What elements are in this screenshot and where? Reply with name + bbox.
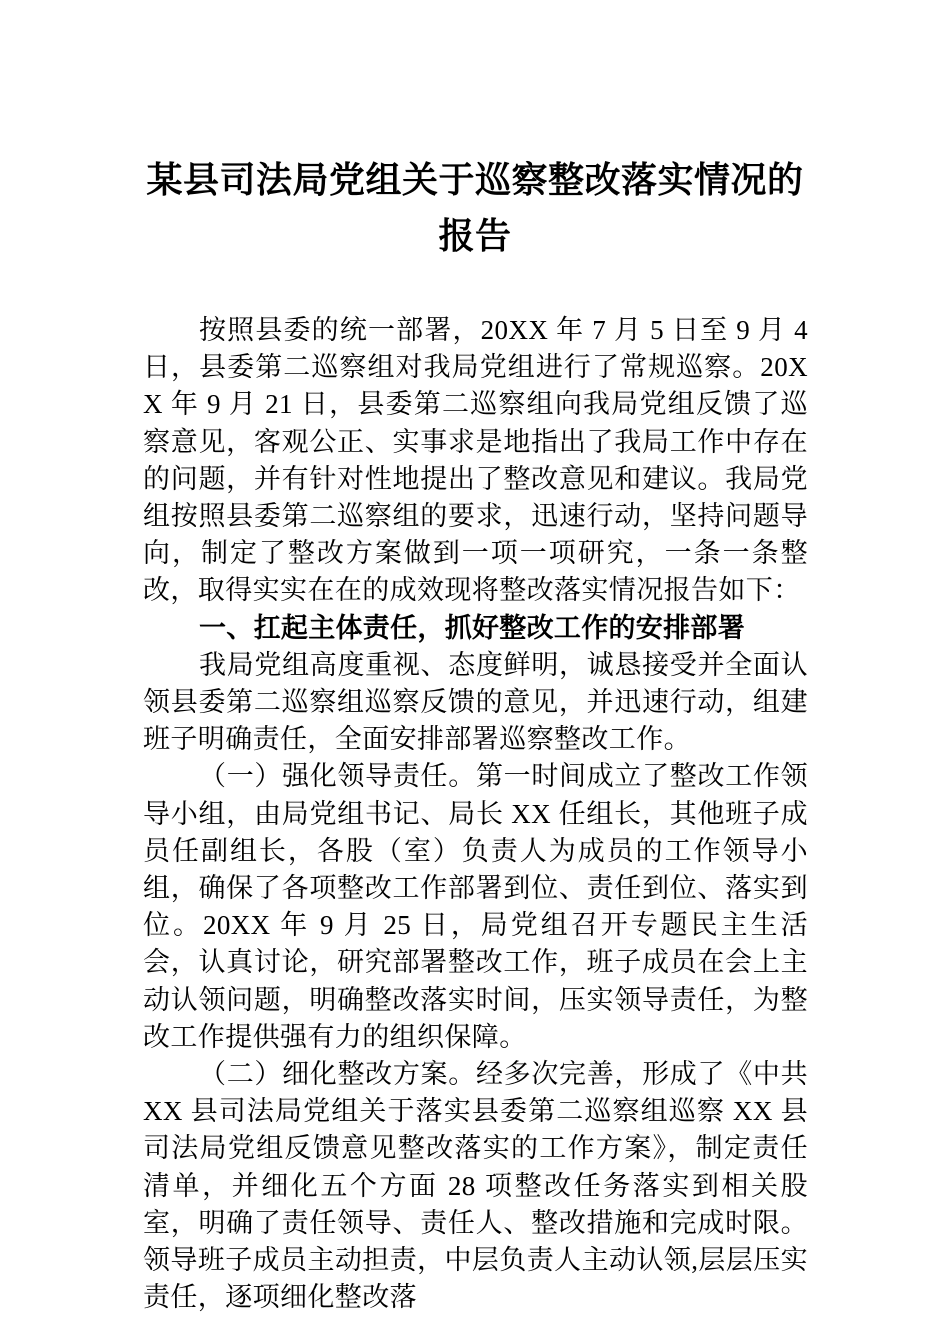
- document-body: [143, 312, 808, 1316]
- subsection-1-paragraph: （一）强化领导责任。第一时间成立了整改工作领导小组，由局党组书记、局长 XX 任组长，其他班子成员任副组长，各股（室）负责人为成员的工作领导小组，确保了各项整改工作部署到位、责任到位、落实到位。20XX 年 9 月 25 日，局党组召开专题民主生活会，认真讨论，研究部署整改工作，班子成员在会上主动认领问题，明确整改落实时间，压实领导责任，为整改工作提供强有力的组织保障。: [143, 761, 808, 1052]
- document-title-line-2: 报告: [438, 216, 512, 256]
- intro-paragraph: 按照县委的统一部署，20XX 年 7 月 5 日至 9 月 4 日，县委第二巡察组对我局党组进行了常规巡察。20XX 年 9 月 21 日，县委第二巡察组向我局党组反馈了巡察意见，客观公正、实事求是地指出了我局工作中存在的问题，并有针对性地提出了整改意见和建议。我局党组按照县委第二巡察组的要求，迅速行动，坚持问题导向，制定了整改方案做到一项一项研究，一条一条整改，取得实实在在的成效现将整改落实情况报告如下：: [143, 315, 808, 606]
- document-title: [143, 152, 807, 264]
- section-heading-1: 一、扛起主体责任，抓好整改工作的安排部署: [199, 612, 745, 643]
- document-title-line-1: 某县司法局党组关于巡察整改落实情况的: [146, 160, 804, 200]
- section-1-lead-paragraph: 我局党组高度重视、态度鲜明，诚恳接受并全面认领县委第二巡察组巡察反馈的意见，并迅速行动，组建班子明确责任，全面安排部署巡察整改工作。: [143, 649, 808, 755]
- subsection-2-paragraph: （二）细化整改方案。经多次完善，形成了《中共 XX 县司法局党组关于落实县委第二巡察组巡察 XX 县司法局党组反馈意见整改落实的工作方案》，制定责任清单，并细化五个方面 28 项整改任务落实到相关股室，明确了责任领导、责任人、整改措施和完成时限。领导班子成员主动担责，中层负责人主动认领,层层压实责任，逐项细化整改落: [143, 1059, 808, 1313]
